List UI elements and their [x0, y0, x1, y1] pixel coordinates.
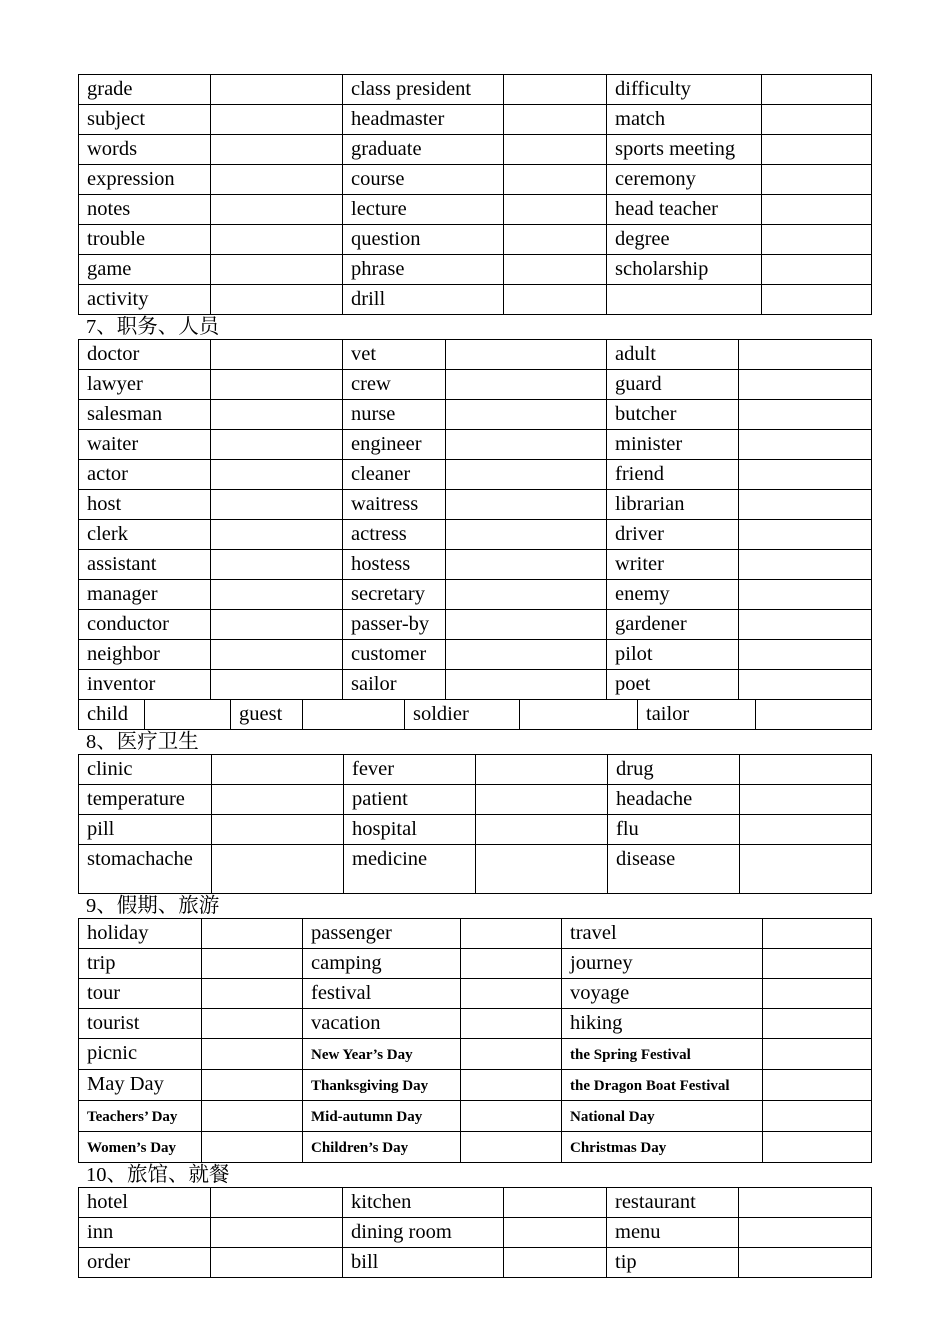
- word-cell: phrase: [343, 255, 504, 285]
- word-cell: [607, 285, 762, 315]
- blank-cell: [202, 1039, 303, 1070]
- word-cell: grade: [79, 75, 211, 105]
- word-cell: dining room: [343, 1218, 504, 1248]
- table-row: [79, 755, 872, 785]
- word-cell: assistant: [79, 550, 211, 580]
- word-cell: kitchen: [343, 1188, 504, 1218]
- word-cell: scholarship: [607, 255, 762, 285]
- blank-cell: [739, 580, 872, 610]
- word-cell: lawyer: [79, 370, 211, 400]
- blank-cell: [212, 815, 344, 845]
- table-row: [79, 815, 872, 845]
- word-cell: head teacher: [607, 195, 762, 225]
- blank-cell: [211, 400, 343, 430]
- word-cell: expression: [79, 165, 211, 195]
- blank-cell: [211, 195, 343, 225]
- word-cell: the Spring Festival: [562, 1039, 763, 1070]
- blank-cell: [211, 430, 343, 460]
- word-cell: hostess: [343, 550, 446, 580]
- blank-cell: [739, 430, 872, 460]
- blank-cell: [504, 285, 607, 315]
- section-heading-hotel-dining: 10、旅馆、就餐: [86, 1164, 230, 1186]
- blank-cell: [504, 135, 607, 165]
- blank-cell: [739, 610, 872, 640]
- table-row: [79, 1070, 872, 1101]
- blank-cell: [211, 75, 343, 105]
- blank-cell: [446, 400, 607, 430]
- word-cell: tour: [79, 979, 202, 1009]
- blank-cell: [211, 610, 343, 640]
- word-cell: pill: [79, 815, 212, 845]
- section-heading-travel: 9、假期、旅游: [86, 895, 220, 917]
- vocabulary-page: [78, 74, 871, 1278]
- table-row: [79, 700, 872, 730]
- word-cell: bill: [343, 1248, 504, 1278]
- table-row: [79, 550, 872, 580]
- blank-cell: [762, 225, 872, 255]
- blank-cell: [202, 949, 303, 979]
- blank-cell: [504, 195, 607, 225]
- blank-cell: [763, 919, 872, 949]
- word-cell: subject: [79, 105, 211, 135]
- blank-cell: [504, 1188, 607, 1218]
- blank-cell: [739, 400, 872, 430]
- table-row: [79, 1009, 872, 1039]
- word-cell: adult: [607, 340, 739, 370]
- blank-cell: [211, 1248, 343, 1278]
- table-row: [79, 165, 872, 195]
- blank-cell: [446, 370, 607, 400]
- word-cell: inventor: [79, 670, 211, 700]
- section-heading-medical: 8、医疗卫生: [86, 731, 199, 753]
- blank-cell: [762, 165, 872, 195]
- word-cell: notes: [79, 195, 211, 225]
- blank-cell: [739, 640, 872, 670]
- blank-cell: [504, 105, 607, 135]
- word-cell: vet: [343, 340, 446, 370]
- blank-cell: [446, 640, 607, 670]
- blank-cell: [446, 670, 607, 700]
- blank-cell: [212, 785, 344, 815]
- blank-cell: [461, 1132, 562, 1163]
- word-cell: question: [343, 225, 504, 255]
- table-row: [79, 979, 872, 1009]
- table-row: [79, 460, 872, 490]
- word-cell: disease: [608, 845, 740, 894]
- word-cell: medicine: [344, 845, 476, 894]
- table-row: [79, 785, 872, 815]
- travel-table: [78, 918, 872, 1163]
- hotel-dining-body: [79, 1188, 872, 1278]
- blank-cell: [446, 490, 607, 520]
- word-cell: enemy: [607, 580, 739, 610]
- blank-cell: [211, 670, 343, 700]
- word-cell: lecture: [343, 195, 504, 225]
- table-row: [79, 845, 872, 894]
- blank-cell: [504, 255, 607, 285]
- blank-cell: [212, 755, 344, 785]
- table-row: [79, 195, 872, 225]
- word-cell: neighbor: [79, 640, 211, 670]
- table-row: [79, 255, 872, 285]
- word-cell: hotel: [79, 1188, 211, 1218]
- blank-cell: [739, 370, 872, 400]
- word-cell: graduate: [343, 135, 504, 165]
- table-row: [79, 490, 872, 520]
- word-cell: conductor: [79, 610, 211, 640]
- blank-cell: [740, 755, 872, 785]
- blank-cell: [762, 195, 872, 225]
- blank-cell: [504, 75, 607, 105]
- blank-cell: [504, 165, 607, 195]
- word-cell: travel: [562, 919, 763, 949]
- word-cell: actor: [79, 460, 211, 490]
- word-cell: festival: [303, 979, 461, 1009]
- blank-cell: [762, 75, 872, 105]
- word-cell: degree: [607, 225, 762, 255]
- blank-cell: [762, 285, 872, 315]
- word-cell: journey: [562, 949, 763, 979]
- blank-cell: [461, 919, 562, 949]
- blank-cell: [763, 1070, 872, 1101]
- table-row: [79, 610, 872, 640]
- blank-cell: [446, 610, 607, 640]
- table-row: [79, 1101, 872, 1132]
- word-cell: flu: [608, 815, 740, 845]
- table-row: [79, 370, 872, 400]
- word-cell: patient: [344, 785, 476, 815]
- word-cell: New Year’s Day: [303, 1039, 461, 1070]
- word-cell: passenger: [303, 919, 461, 949]
- occupations-last-row-table: [78, 700, 872, 730]
- blank-cell: [446, 430, 607, 460]
- blank-cell: [202, 1009, 303, 1039]
- word-cell: sailor: [343, 670, 446, 700]
- occupations-table: [78, 339, 872, 700]
- word-cell: sports meeting: [607, 135, 762, 165]
- blank-cell: [202, 979, 303, 1009]
- word-cell: passer-by: [343, 610, 446, 640]
- word-cell: customer: [343, 640, 446, 670]
- word-cell: menu: [607, 1218, 739, 1248]
- blank-cell: [504, 1218, 607, 1248]
- blank-cell: [212, 845, 344, 894]
- blank-cell: [211, 105, 343, 135]
- table-row: [79, 1132, 872, 1163]
- table-row: [79, 340, 872, 370]
- word-cell: salesman: [79, 400, 211, 430]
- blank-cell: [520, 700, 638, 730]
- blank-cell: [739, 460, 872, 490]
- word-cell: tailor: [638, 700, 756, 730]
- word-cell: game: [79, 255, 211, 285]
- word-cell: words: [79, 135, 211, 165]
- table-row: [79, 919, 872, 949]
- word-cell: course: [343, 165, 504, 195]
- word-cell: inn: [79, 1218, 211, 1248]
- word-cell: class president: [343, 75, 504, 105]
- table-row: [79, 949, 872, 979]
- blank-cell: [211, 520, 343, 550]
- blank-cell: [763, 1039, 872, 1070]
- blank-cell: [739, 670, 872, 700]
- blank-cell: [504, 1248, 607, 1278]
- blank-cell: [303, 700, 405, 730]
- blank-cell: [211, 580, 343, 610]
- blank-cell: [211, 460, 343, 490]
- blank-cell: [211, 135, 343, 165]
- word-cell: gardener: [607, 610, 739, 640]
- word-cell: pilot: [607, 640, 739, 670]
- blank-cell: [762, 105, 872, 135]
- table-row: [79, 225, 872, 255]
- blank-cell: [211, 255, 343, 285]
- word-cell: picnic: [79, 1039, 202, 1070]
- word-cell: waiter: [79, 430, 211, 460]
- word-cell: headache: [608, 785, 740, 815]
- blank-cell: [763, 1009, 872, 1039]
- word-cell: fever: [344, 755, 476, 785]
- hotel-dining-table: [78, 1187, 872, 1278]
- word-cell: difficulty: [607, 75, 762, 105]
- word-cell: temperature: [79, 785, 212, 815]
- table-row: [79, 1039, 872, 1070]
- word-cell: guest: [231, 700, 303, 730]
- word-cell: tourist: [79, 1009, 202, 1039]
- word-cell: actress: [343, 520, 446, 550]
- blank-cell: [476, 755, 608, 785]
- blank-cell: [446, 550, 607, 580]
- travel-body: [79, 919, 872, 1163]
- word-cell: doctor: [79, 340, 211, 370]
- blank-cell: [446, 460, 607, 490]
- blank-cell: [145, 700, 231, 730]
- word-cell: waitress: [343, 490, 446, 520]
- blank-cell: [211, 640, 343, 670]
- table-row: [79, 135, 872, 165]
- blank-cell: [211, 550, 343, 580]
- word-cell: voyage: [562, 979, 763, 1009]
- word-cell: Mid-autumn Day: [303, 1101, 461, 1132]
- occupations-body: [79, 340, 872, 700]
- word-cell: order: [79, 1248, 211, 1278]
- blank-cell: [740, 785, 872, 815]
- word-cell: guard: [607, 370, 739, 400]
- table-row: [79, 580, 872, 610]
- table-row: [79, 640, 872, 670]
- word-cell: vacation: [303, 1009, 461, 1039]
- word-cell: camping: [303, 949, 461, 979]
- blank-cell: [461, 1101, 562, 1132]
- word-cell: host: [79, 490, 211, 520]
- blank-cell: [740, 815, 872, 845]
- word-cell: soldier: [405, 700, 520, 730]
- word-cell: activity: [79, 285, 211, 315]
- table-row: [79, 75, 872, 105]
- word-cell: Women’s Day: [79, 1132, 202, 1163]
- table-row: [79, 285, 872, 315]
- word-cell: the Dragon Boat Festival: [562, 1070, 763, 1101]
- blank-cell: [763, 1132, 872, 1163]
- word-cell: Christmas Day: [562, 1132, 763, 1163]
- word-cell: secretary: [343, 580, 446, 610]
- blank-cell: [211, 490, 343, 520]
- word-cell: holiday: [79, 919, 202, 949]
- blank-cell: [762, 135, 872, 165]
- blank-cell: [461, 979, 562, 1009]
- table-row: [79, 105, 872, 135]
- blank-cell: [202, 1132, 303, 1163]
- word-cell: hiking: [562, 1009, 763, 1039]
- blank-cell: [461, 1039, 562, 1070]
- word-cell: cleaner: [343, 460, 446, 490]
- blank-cell: [461, 1009, 562, 1039]
- blank-cell: [762, 255, 872, 285]
- blank-cell: [211, 165, 343, 195]
- occupations-last-row-body: [79, 700, 872, 730]
- blank-cell: [202, 1101, 303, 1132]
- blank-cell: [739, 1188, 872, 1218]
- word-cell: friend: [607, 460, 739, 490]
- word-cell: poet: [607, 670, 739, 700]
- medical-table: [78, 754, 872, 894]
- blank-cell: [446, 580, 607, 610]
- blank-cell: [756, 700, 872, 730]
- word-cell: restaurant: [607, 1188, 739, 1218]
- blank-cell: [461, 1070, 562, 1101]
- word-cell: engineer: [343, 430, 446, 460]
- table-row: [79, 1248, 872, 1278]
- word-cell: National Day: [562, 1101, 763, 1132]
- blank-cell: [202, 1070, 303, 1101]
- word-cell: writer: [607, 550, 739, 580]
- blank-cell: [739, 1248, 872, 1278]
- word-cell: trouble: [79, 225, 211, 255]
- word-cell: hospital: [344, 815, 476, 845]
- word-cell: headmaster: [343, 105, 504, 135]
- word-cell: drill: [343, 285, 504, 315]
- medical-body: [79, 755, 872, 894]
- blank-cell: [211, 1218, 343, 1248]
- table-row: [79, 1218, 872, 1248]
- blank-cell: [211, 1188, 343, 1218]
- blank-cell: [476, 815, 608, 845]
- word-cell: manager: [79, 580, 211, 610]
- blank-cell: [739, 550, 872, 580]
- word-cell: stomachache: [79, 845, 212, 894]
- word-cell: match: [607, 105, 762, 135]
- word-cell: librarian: [607, 490, 739, 520]
- table-row: [79, 430, 872, 460]
- blank-cell: [211, 340, 343, 370]
- word-cell: Thanksgiving Day: [303, 1070, 461, 1101]
- word-cell: butcher: [607, 400, 739, 430]
- blank-cell: [740, 845, 872, 894]
- blank-cell: [504, 225, 607, 255]
- table-row: [79, 520, 872, 550]
- blank-cell: [763, 1101, 872, 1132]
- word-cell: clerk: [79, 520, 211, 550]
- blank-cell: [739, 490, 872, 520]
- word-cell: nurse: [343, 400, 446, 430]
- word-cell: ceremony: [607, 165, 762, 195]
- blank-cell: [461, 949, 562, 979]
- blank-cell: [739, 520, 872, 550]
- blank-cell: [763, 979, 872, 1009]
- word-cell: Children’s Day: [303, 1132, 461, 1163]
- word-cell: tip: [607, 1248, 739, 1278]
- word-cell: child: [79, 700, 145, 730]
- blank-cell: [446, 340, 607, 370]
- blank-cell: [446, 520, 607, 550]
- blank-cell: [202, 919, 303, 949]
- blank-cell: [763, 949, 872, 979]
- word-cell: May Day: [79, 1070, 202, 1101]
- blank-cell: [739, 1218, 872, 1248]
- word-cell: trip: [79, 949, 202, 979]
- word-cell: drug: [608, 755, 740, 785]
- word-cell: Teachers’ Day: [79, 1101, 202, 1132]
- table-row: [79, 1188, 872, 1218]
- school-vocab-body: [79, 75, 872, 315]
- word-cell: driver: [607, 520, 739, 550]
- blank-cell: [739, 340, 872, 370]
- section-heading-occupations: 7、职务、人员: [86, 316, 220, 338]
- blank-cell: [211, 225, 343, 255]
- table-row: [79, 400, 872, 430]
- word-cell: clinic: [79, 755, 212, 785]
- blank-cell: [211, 285, 343, 315]
- blank-cell: [211, 370, 343, 400]
- blank-cell: [476, 785, 608, 815]
- blank-cell: [476, 845, 608, 894]
- school-vocab-table: [78, 74, 872, 315]
- table-row: [79, 670, 872, 700]
- word-cell: minister: [607, 430, 739, 460]
- word-cell: crew: [343, 370, 446, 400]
